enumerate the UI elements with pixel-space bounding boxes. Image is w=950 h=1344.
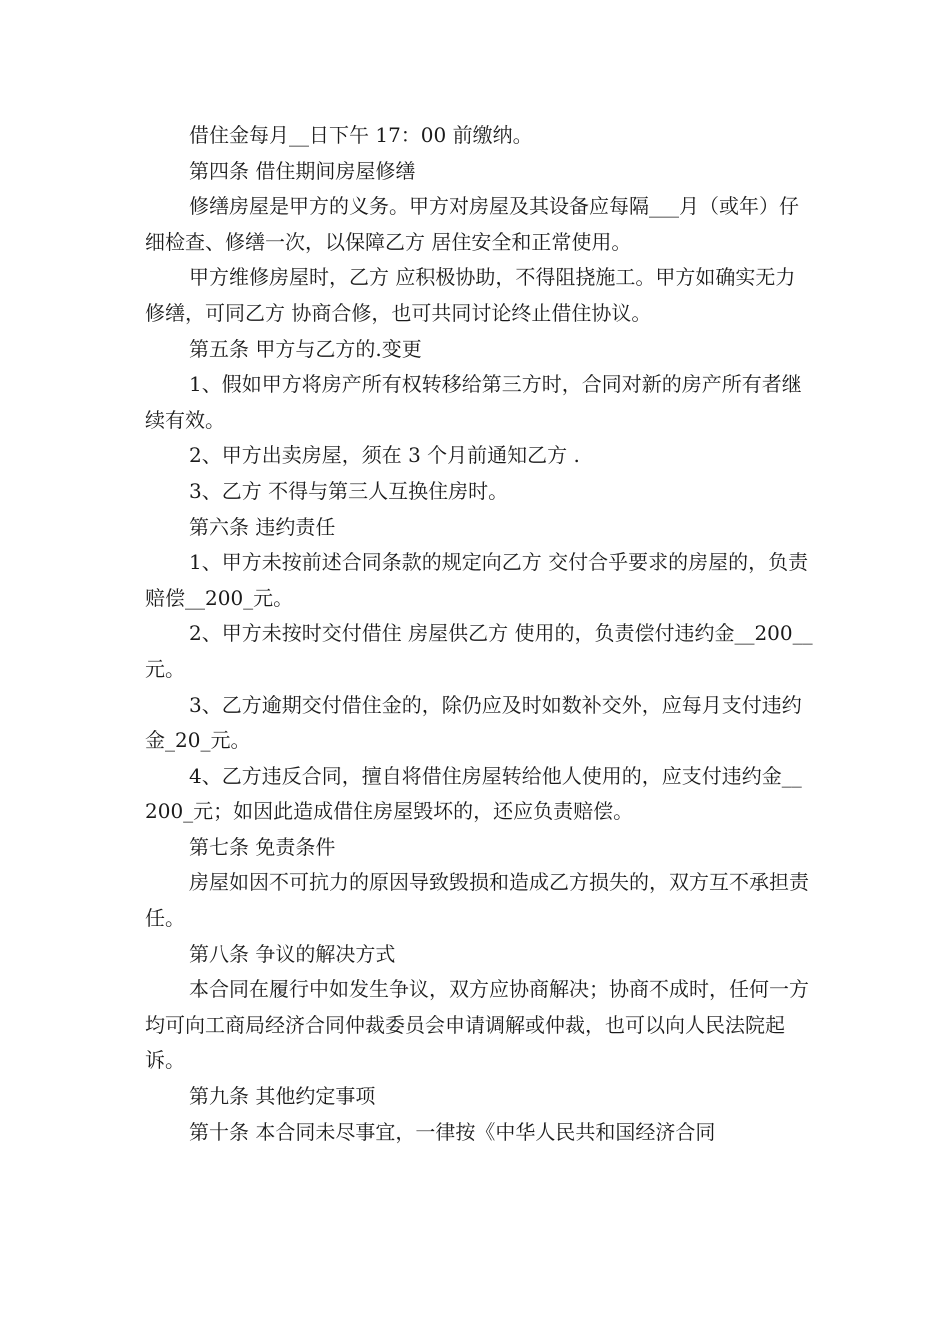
paragraph-liability-1: 1、甲方未按前述合同条款的规定向乙方 交付合乎要求的房屋的，负责赔偿__200_元。 — [145, 550, 809, 610]
heading-article-9: 第九条 其他约定事项 — [189, 1084, 376, 1109]
paragraph-dispute-resolution: 本合同在履行中如发生争议，双方应协商解决；协商不成时，任何一方均可向工商局经济合同仲裁委员会申请调解或仲裁，也可以向人民法院起诉。 — [145, 977, 809, 1073]
paragraph-article-10: 第十条 本合同未尽事宜，一律按《中华人民共和国经济合同 — [189, 1119, 716, 1144]
paragraph-repair-duty: 修缮房屋是甲方的义务。甲方对房屋及其设备应每隔___月（或年）仔细检查、修缮一次，以保障乙方 居住安全和正常使用。 — [145, 194, 799, 254]
paragraph-liability-4: 4、乙方违反合同，擅自将借住房屋转给他人使用的，应支付违约金__200_元；如因此造成借住房屋毁坏的，还应负责赔偿。 — [145, 763, 802, 824]
paragraph-repair-cooperation: 甲方维修房屋时，乙方 应积极协助，不得阻挠施工。甲方如确实无力修缮，可同乙方 协商合修，也可共同讨论终止借住协议。 — [145, 265, 796, 325]
heading-article-8: 第八条 争议的解决方式 — [189, 941, 396, 966]
heading-article-7: 第七条 免责条件 — [189, 834, 336, 859]
paragraph-change-3: 3、乙方 不得与第三人互换住房时。 — [189, 478, 509, 503]
paragraph-change-2: 2、甲方出卖房屋，须在 3 个月前通知乙方 . — [189, 443, 580, 468]
heading-article-6: 第六条 违约责任 — [189, 514, 336, 539]
paragraph-liability-2: 2、甲方未按时交付借住 房屋供乙方 使用的，负责偿付违约金__200__元。 — [145, 621, 813, 681]
document-body — [145, 118, 813, 1150]
heading-article-4: 第四条 借住期间房屋修缮 — [189, 158, 416, 183]
paragraph-liability-3: 3、乙方逾期交付借住金的，除仍应及时如数补交外，应每月支付违约金_20_元。 — [145, 692, 802, 753]
paragraph-change-1: 1、假如甲方将房产所有权转移给第三方时，合同对新的房产所有者继续有效。 — [145, 372, 802, 432]
heading-article-5: 第五条 甲方与乙方的.变更 — [189, 336, 422, 361]
paragraph-force-majeure: 房屋如因不可抗力的原因导致毁损和造成乙方损失的，双方互不承担责任。 — [145, 870, 809, 931]
paragraph-payment-deadline: 借住金每月__日下午 17：00 前缴纳。 — [189, 123, 533, 147]
